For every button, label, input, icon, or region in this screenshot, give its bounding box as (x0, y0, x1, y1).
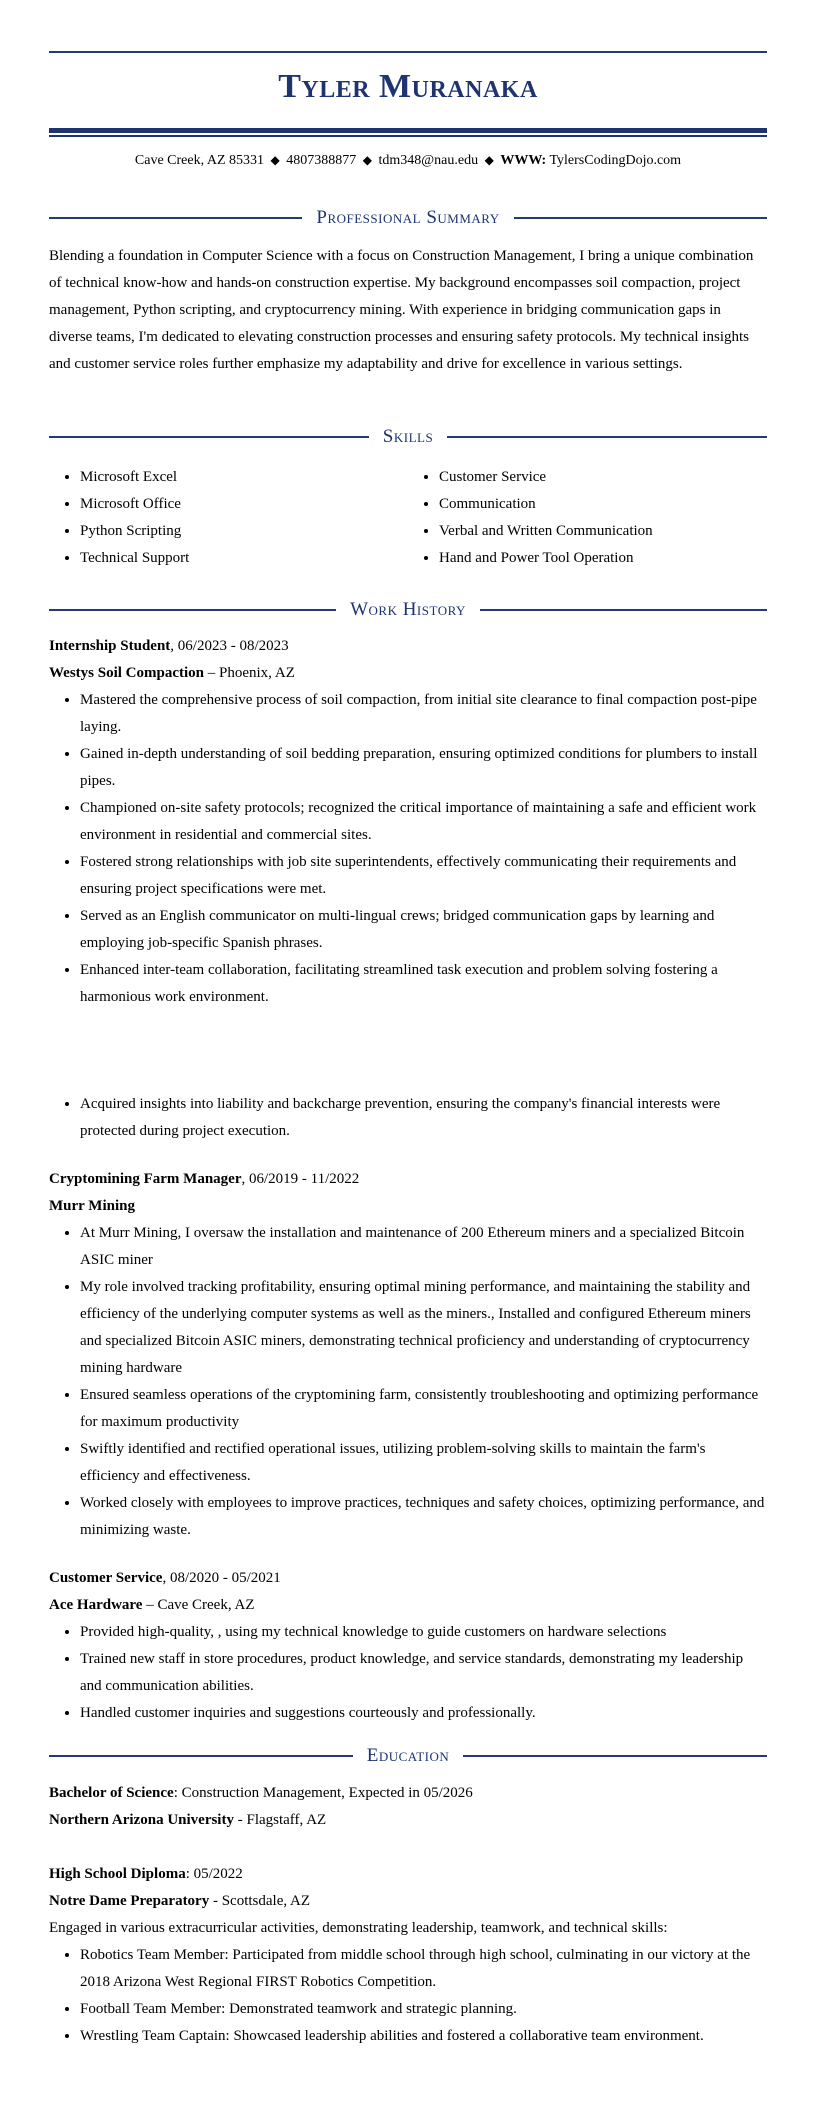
job-title-line (49, 1565, 767, 1592)
summary-section-heading (49, 206, 767, 230)
education-section-heading (49, 1744, 767, 1768)
degree: High School Diploma (49, 1866, 186, 1882)
degree-detail: : Construction Management, Expected in 05/2026 (173, 1785, 473, 1801)
job-bullet: • At Murr Mining, I oversaw the installation and maintenance of 200 Ethereum miners and a specialized Bitcoin ASIC miner (80, 1220, 767, 1274)
name-divider-thin (49, 135, 767, 137)
job-bullet: • Acquired insights into liability and backcharge prevention, ensuring the company's financial interests were protected during project execution. (80, 1091, 767, 1145)
job-title: Customer Service (49, 1570, 163, 1586)
degree-line (49, 1861, 767, 1888)
diamond-separator-icon: ◆ (362, 153, 372, 167)
education-intro: Engaged in various extracurricular activities, demonstrating leadership, teamwork, and technical skills: (49, 1920, 668, 1936)
job-dates: , 06/2023 - 08/2023 (170, 638, 289, 654)
education-entry (49, 1780, 767, 1834)
heading-rule-right (447, 436, 767, 438)
job-dates: , 08/2020 - 05/2021 (162, 1570, 281, 1586)
skill-item: • Technical Support (80, 545, 408, 572)
job-bullet: • Trained new staff in store procedures, product knowledge, and service standards, demonstrating my leadership and communication abilities. (80, 1646, 767, 1700)
school-name: Northern Arizona University (49, 1812, 234, 1828)
skills-list (49, 464, 767, 572)
candidate-name: Tyler Muranaka (278, 68, 538, 105)
job-bullet: • My role involved tracking profitability, ensuring optimal mining performance, and maintaining the stability and efficiency of the underlying computer systems as well as the miners., Installed and configured Ethereum miners and specialized Bitcoin ASIC miners, demonstrating technical proficiency and understanding of cryptocurrency mining hardware (80, 1274, 767, 1382)
contact-line (49, 153, 767, 169)
work-section-heading (49, 598, 767, 622)
school-line (49, 1807, 767, 1834)
work-entry (49, 1565, 767, 1727)
job-title-line (49, 633, 767, 660)
job-bullet: • Fostered strong relationships with job site superintendents, effectively communicating their requirements and ensuring project specifications were met. (80, 849, 767, 903)
job-company-line (49, 1193, 767, 1220)
job-bullet: • Handled customer inquiries and suggestions courteously and professionally. (80, 1700, 767, 1727)
job-company: Westys Soil Compaction (49, 665, 205, 681)
heading-rule-right (514, 217, 767, 219)
heading-rule-left (49, 436, 369, 438)
top-divider (49, 51, 767, 53)
job-bullet: • Served as an English communicator on multi-lingual crews; bridged communication gaps by learning and employing job-specific Spanish phrases. (80, 903, 767, 957)
skills-section-heading (49, 425, 767, 449)
job-title-line (49, 1166, 767, 1193)
contact-location: Cave Creek, AZ 85331 (134, 153, 264, 168)
skill-item: • Communication (439, 491, 767, 518)
job-title: Cryptomining Farm Manager (49, 1171, 242, 1187)
education-bullet: • Wrestling Team Captain: Showcased leadership abilities and fostered a collaborative team environment. (80, 2023, 767, 2050)
heading-rule-right (480, 609, 767, 611)
school-location: - Flagstaff, AZ (233, 1812, 327, 1828)
skill-item: • Customer Service (439, 464, 767, 491)
heading-rule-right (463, 1755, 767, 1757)
job-bullet: • Provided high-quality, , using my technical knowledge to guide customers on hardware selections (80, 1619, 767, 1646)
work-entry (49, 1166, 767, 1544)
education-heading: Education (366, 1745, 450, 1766)
heading-rule-left (49, 217, 302, 219)
job-bullet: • Championed on-site safety protocols; recognized the critical importance of maintaining a safe and efficient work environment in residential and commercial sites. (80, 795, 767, 849)
job-location: – Cave Creek, AZ (142, 1597, 255, 1613)
heading-rule-left (49, 1755, 353, 1757)
work-entry-continued (49, 1091, 767, 1145)
job-company: Murr Mining (49, 1198, 135, 1214)
skill-item: • Microsoft Office (80, 491, 408, 518)
heading-rule-left (49, 609, 336, 611)
summary-heading: Professional Summary (316, 207, 500, 228)
job-title: Internship Student (49, 638, 171, 654)
job-company: Ace Hardware (49, 1597, 143, 1613)
job-location: – Phoenix, AZ (204, 665, 295, 681)
education-bullets (49, 1942, 767, 2050)
job-bullets (49, 687, 767, 1011)
job-bullets (49, 1619, 767, 1727)
job-dates: , 06/2019 - 11/2022 (241, 1171, 360, 1187)
school-name: Notre Dame Preparatory (49, 1893, 210, 1909)
school-location: - Scottsdale, AZ (209, 1893, 311, 1909)
education-entry (49, 1861, 767, 2050)
job-bullet: • Worked closely with employees to improve practices, techniques and safety choices, optimizing performance, and minimizing waste. (80, 1490, 767, 1544)
job-bullet: • Mastered the comprehensive process of soil compaction, from initial site clearance to final compaction post-pipe laying. (80, 687, 767, 741)
job-company-line (49, 1592, 767, 1619)
job-bullet: • Gained in-depth understanding of soil bedding preparation, ensuring optimized conditions for plumbers to install pipes. (80, 741, 767, 795)
work-heading: Work History (350, 599, 466, 620)
degree-detail: : 05/2022 (185, 1866, 243, 1882)
skills-column-right (408, 464, 767, 572)
work-entry (49, 633, 767, 1011)
job-bullet: • Swiftly identified and rectified operational issues, utilizing problem-solving skills to maintain the farm's efficiency and effectiveness. (80, 1436, 767, 1490)
job-company-line (49, 660, 767, 687)
skill-item: • Hand and Power Tool Operation (439, 545, 767, 572)
contact-email[interactable]: tdm348@nau.edu (378, 153, 479, 168)
job-bullets (49, 1091, 767, 1145)
school-line (49, 1888, 767, 1915)
degree-line (49, 1780, 767, 1807)
education-bullet: • Football Team Member: Demonstrated teamwork and strategic planning. (80, 1996, 767, 2023)
contact-website[interactable]: TylersCodingDojo.com (549, 153, 682, 168)
job-bullet: • Enhanced inter-team collaboration, facilitating streamlined task execution and problem solving fostering a harmonious work environment. (80, 957, 767, 1011)
education-bullet: • Robotics Team Member: Participated from middle school through high school, culminating in our victory at the 2018 Arizona West Regional FIRST Robotics Competition. (80, 1942, 767, 1996)
skills-column-left (49, 464, 408, 572)
name-divider-thick (49, 128, 767, 133)
website-label: WWW: (500, 153, 547, 168)
diamond-separator-icon: ◆ (270, 153, 280, 167)
skills-heading: Skills (382, 426, 434, 447)
contact-phone: 4807388877 (286, 153, 357, 168)
job-bullet: • Ensured seamless operations of the cryptomining farm, consistently troubleshooting and optimizing performance for maximum productivity (80, 1382, 767, 1436)
skill-item: • Microsoft Excel (80, 464, 408, 491)
degree: Bachelor of Science (49, 1785, 174, 1801)
summary-text: Blending a foundation in Computer Science with a focus on Construction Management, I bring a unique combination of technical know-how and hands-on construction expertise. My background encompasses soil compaction, project management, Python scripting, and cryptocurrency mining. With experience in bridging communication gaps in diverse teams, I'm dedicated to elevating construction processes and ensuring safety protocols. My technical insights and customer service roles further emphasize my adaptability and drive for excellence in various settings. (49, 248, 754, 372)
skill-item: • Python Scripting (80, 518, 408, 545)
diamond-separator-icon: ◆ (484, 153, 494, 167)
job-bullets (49, 1220, 767, 1544)
skill-item: • Verbal and Written Communication (439, 518, 767, 545)
